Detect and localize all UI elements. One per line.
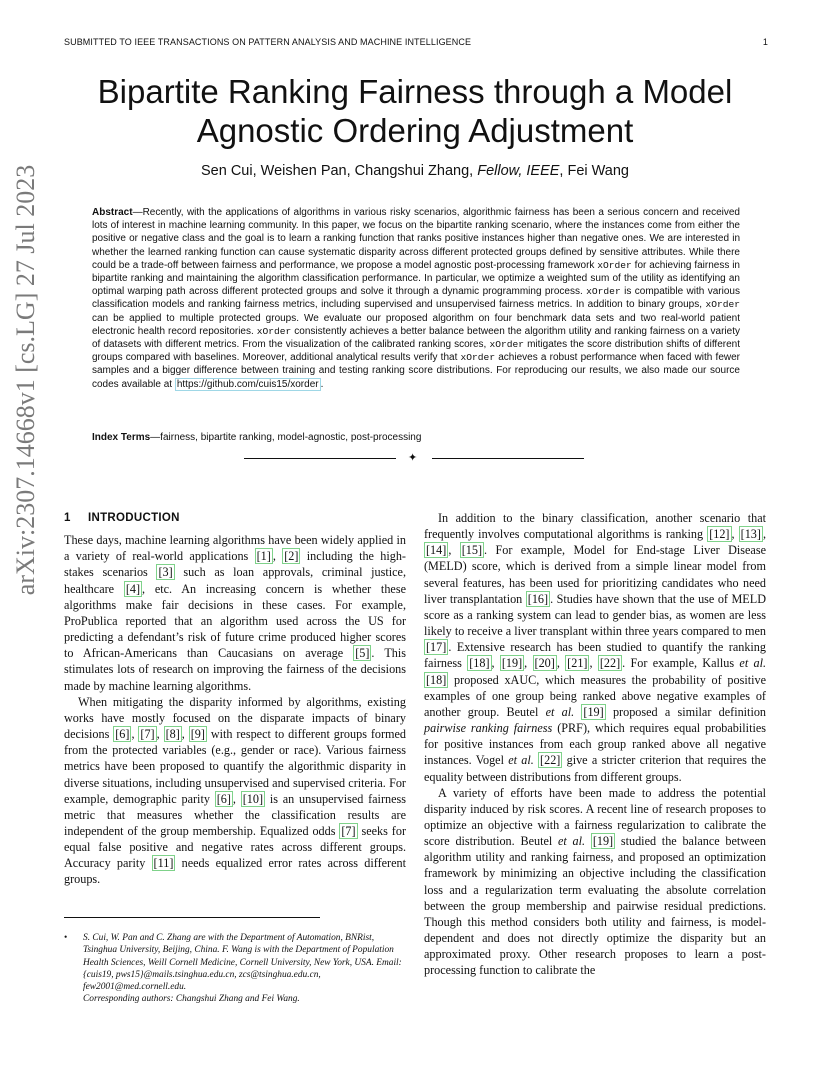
index-terms <box>92 432 740 443</box>
citation-link[interactable]: [12] <box>709 527 730 542</box>
citation-link[interactable]: [17] <box>426 640 447 655</box>
citation-link[interactable]: [13] <box>740 527 761 542</box>
citation-link[interactable]: [18] <box>469 656 490 671</box>
footnote-bullet: • <box>64 933 68 943</box>
method-name: xOrder <box>256 325 292 337</box>
section-title: INTRODUCTION <box>88 512 180 524</box>
right-column <box>424 510 766 979</box>
affiliation-note: S. Cui, W. Pan and C. Zhang are with the Department of Automation, BNRist, Tsinghua University, Beijing, China. F. Wang is with the Department of Population Health Sciences, Weill Cornell Medicine, Cornell University, New York, USA. Email: {cuis19, pws15}@mails.tsinghua.edu.cn, zcs@tsinghua.edu.cn, few2001@med.cornell.edu. <box>83 933 402 993</box>
abstract-text: can be applied to multiple protected groups. We evaluate our proposed algorithm on four benchmark data sets and two real-world patient electronic health record repositories. <box>92 312 740 337</box>
title-line-2: Agnostic Ordering Adjustment <box>196 112 634 149</box>
abstract-text: achieves a robust performance when faced with fewer samples and a bigger difference between training and testing ranking score distributions. For reproducing our results, we also made our source codes available at <box>92 352 740 390</box>
paragraph: These days, machine learning algorithms have been widely applied in a variety of real-world applications [1] , [2] including the high-stakes scenarios [3] such as loan approvals, criminal justice, healthcare [4] , etc. An increasing concern is whether these algorithms make fair decisions in these cases. For example, ProPublica reported that an algorithm used across the US for predicting a defendant’s risk of future crime produced higher scores to African-Americans than Caucasians on average [5] . This stimulates lots of research on improving the fairness of the decisions made by machine learning algorithms. <box>64 533 406 693</box>
footnote <box>64 932 406 1006</box>
citation-link[interactable]: [1] <box>256 549 271 564</box>
citation-link[interactable]: [16] <box>527 591 549 606</box>
abstract <box>92 206 740 391</box>
citation-link[interactable]: [14] <box>426 543 447 558</box>
left-column <box>64 510 406 888</box>
paper-title <box>64 72 766 150</box>
index-terms-text: —fairness, bipartite ranking, model-agnostic, post-processing <box>150 432 422 443</box>
title-line-1: Bipartite Ranking Fairness through a Model <box>97 73 733 110</box>
method-name: xOrder <box>586 286 621 298</box>
separator-rule-left <box>244 458 396 459</box>
citation-link[interactable]: [15] <box>461 543 483 558</box>
citation-link[interactable]: [19] <box>592 834 614 849</box>
method-name: xOrder <box>597 259 632 271</box>
citation-link[interactable]: [7] <box>140 727 155 742</box>
abstract-text: consistently achieves a better balance between the algorithm utility and ranking fairness on a variety of datasets with different metrics. From the visualization of the calibrated ranking scores, <box>92 325 740 351</box>
citation-link[interactable]: [4] <box>125 581 141 596</box>
abstract-text: . <box>320 378 324 390</box>
citation-link[interactable]: [10] <box>242 791 264 806</box>
section-heading <box>64 510 406 526</box>
author-list <box>64 163 766 179</box>
paragraph: When mitigating the disparity informed by algorithms, existing works have mostly focused on the disparate impacts of binary decisions [6] , [7] , [8] , [9] with respect to different groups formed from the protected variables (e.g., gender or race). Various fairness metrics have been proposed to quantify the algorithmic disparity in diverse situations, including unsupervised and supervised criteria. For example, demographic parity [6] , [10] is an unsupervised fairness metric that measures whether the classification results are independent of the group membership. Equalized odds [7] seeks for equal false positive and negative rates across different groups. Accuracy parity [11] needs equalized error rates across different groups. <box>64 694 407 887</box>
citation-link[interactable]: [20] <box>534 656 555 671</box>
method-name: xOrder <box>460 352 496 364</box>
code-link[interactable]: https://github.com/cuis15/xorder <box>176 378 319 390</box>
citation-link[interactable]: [2] <box>284 549 299 564</box>
section-number: 1 <box>64 512 71 524</box>
corresponding-authors: Corresponding authors: Changshui Zhang and Fei Wang. <box>83 994 300 1005</box>
paragraph: In addition to the binary classification, another scenario that frequently involves computational algorithms is ranking [12] , [13] , [14] , [15] . For example, Model for End-stage Liver Disease (MELD) score, which is derived from a simple linear model from several features, has been used for prioritizing candidates who need liver transplantation [16] . Studies have shown that the use of MELD score as a ranking system can lead to gender bias, as women are less likely to receive a liver transplant within three years compared to men [17] . Extensive research has been studied to quantify the ranking fairness [18] , [19] , [20] , [21] , [22] . For example, Kallus et al. [18] proposed xAUC, which measures the probability of positive examples of one group being ranked above negative examples of another group. Beutel et al. [19] proposed a similar definition pairwise ranking fairness (PRF), which requires equal probabilities for positive instances from each group ranked above all negative instances. Vogel et al. [22] give a stricter criterion that requires the equality between distributions from different groups. <box>424 511 767 784</box>
citation-link[interactable]: [21] <box>567 656 588 671</box>
author-fellow: Fellow, IEEE <box>477 163 560 179</box>
citation-link[interactable]: [3] <box>158 565 173 580</box>
running-header <box>64 37 768 47</box>
abstract-text: is compatible with various classification models and ranking fairness metrics, including supervised and unsupervised fairness metrics. In addition to binary groups, <box>92 286 740 311</box>
page-number: 1 <box>762 37 768 47</box>
paragraph: A variety of efforts have been made to address the potential disparity induced by risk scores. A recent line of research proposes to optimize an objective with a fairness regularization to calibrate the score distribution. Beutel et al. [19] studied the balance between algorithm utility and ranking fairness, and proposed an optimization framework by minimizing an objective including the classification loss and a regularization term evaluating the absolute correlation between the group membership and pairwise residual predictions. Though this method considers both utility and fairness, is model-dependent and does not directly optimize the disparity but an approximated proxy. Other research proposes to learn a post-processing function to calibrate the <box>424 785 766 978</box>
abstract-text: mitigates the score distribution shifts of different groups compared with baselines. Moreover, additional analytical results verify that <box>92 339 740 364</box>
separator-rule-right <box>432 458 584 459</box>
journal-name: SUBMITTED TO IEEE TRANSACTIONS ON PATTERN ANALYSIS AND MACHINE INTELLIGENCE <box>64 37 472 47</box>
citation-link[interactable]: [22] <box>599 656 621 671</box>
citation-link[interactable]: [18] <box>426 672 447 687</box>
abstract-text: —Recently, with the applications of algorithms in various risky scenarios, algorithmic fairness has been a serious concern and received lots of interest in machine learning community. In this paper, we focus on the bipartite ranking scenario, where the instances come from either the positive or negative class and the goal is to learn a ranking function that ranks positive instances higher than negative ones. We are interested in whether the learned ranking function can cause systematic disparity across different protected groups defined by sensitive attributes. While there could be a trade-off between fairness and performance, we propose a model agnostic post-processing framework <box>92 207 740 271</box>
citation-link[interactable]: [8] <box>165 727 180 742</box>
author-last: , Fei Wang <box>559 163 629 179</box>
citation-link[interactable]: [5] <box>355 646 370 661</box>
citation-link[interactable]: [6] <box>115 727 130 742</box>
citation-link[interactable]: [7] <box>341 823 356 838</box>
citation-link[interactable]: [6] <box>216 791 231 806</box>
abstract-text: for achieving fairness in bipartite ranking and maintaining the algorithm classification performance. In particular, we optimize a weighted sum of the utility as identifying an optimal warping path across different protected groups and solve it through a dynamic programming process. <box>92 259 740 298</box>
citation-link[interactable]: [19] <box>501 656 523 671</box>
citation-link[interactable]: [19] <box>583 704 604 719</box>
citation-link[interactable]: [11] <box>153 856 174 871</box>
section-separator <box>244 452 584 466</box>
footnote-rule <box>64 917 320 918</box>
diamond-icon: ✦ <box>408 452 418 464</box>
author-names: Sen Cui, Weishen Pan, Changshui Zhang, <box>201 163 478 179</box>
method-name: xOrder <box>705 299 740 311</box>
arxiv-identifier[interactable]: arXiv:2307.14668v1 [cs.LG] 27 Jul 2023 <box>11 164 40 596</box>
method-name: xOrder <box>489 339 524 351</box>
citation-link[interactable]: [9] <box>190 727 205 742</box>
citation-link[interactable]: [22] <box>540 753 561 768</box>
abstract-label: Abstract <box>92 207 133 218</box>
index-terms-label: Index Terms <box>92 432 151 443</box>
